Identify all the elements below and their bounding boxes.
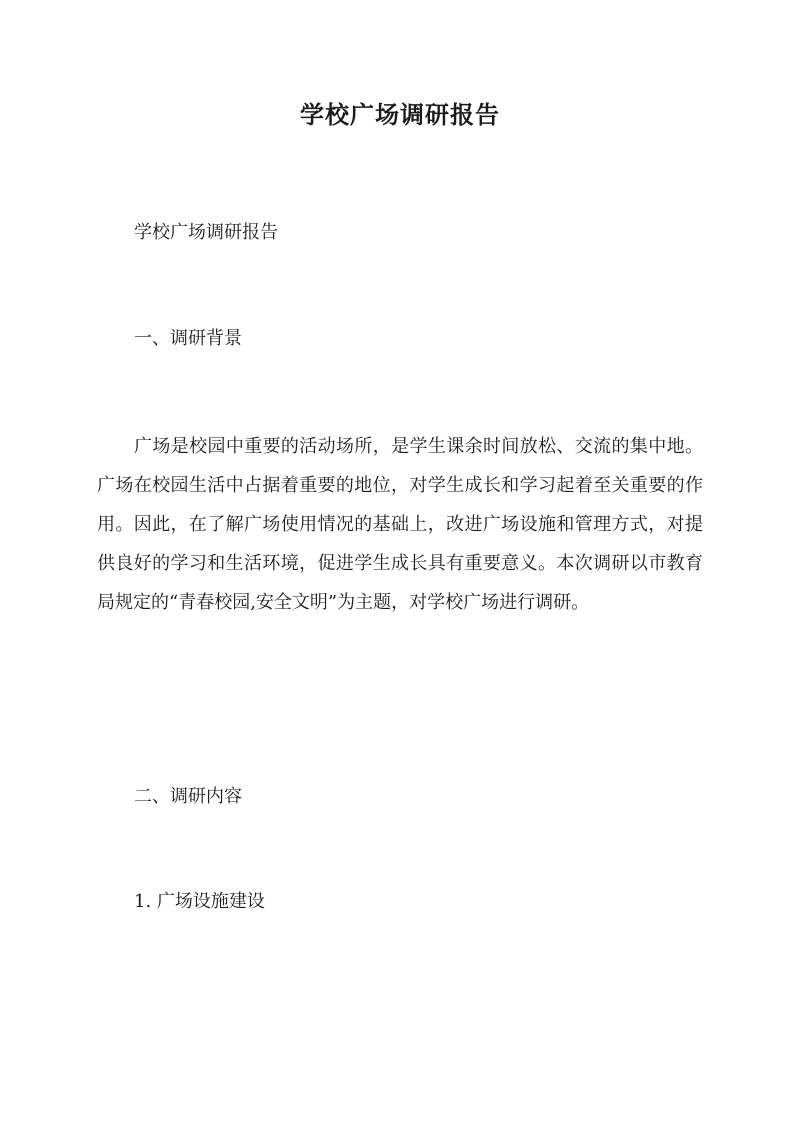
- report-subtitle: 学校广场调研报告: [134, 222, 278, 243]
- subsection-heading-facilities: 1. 广场设施建设: [134, 891, 265, 912]
- section-heading-background: 一、调研背景: [134, 328, 242, 349]
- background-paragraph: 广场是校园中重要的活动场所，是学生课余时间放松、交流的集中地。广场在校园生活中占据着重要的地位，对学生成长和学习起着至关重要的作用。因此，在了解广场使用情况的基础上，改进广场设施和管理方式，对提供良好的学习和生活环境，促进学生成长具有重要意义。本次调研以市教育局规定的“青春校园,安全文明”为主题，对学校广场进行调研。: [97, 436, 703, 613]
- section-heading-content: 二、调研内容: [134, 786, 242, 807]
- document-title: 学校广场调研报告: [300, 100, 500, 129]
